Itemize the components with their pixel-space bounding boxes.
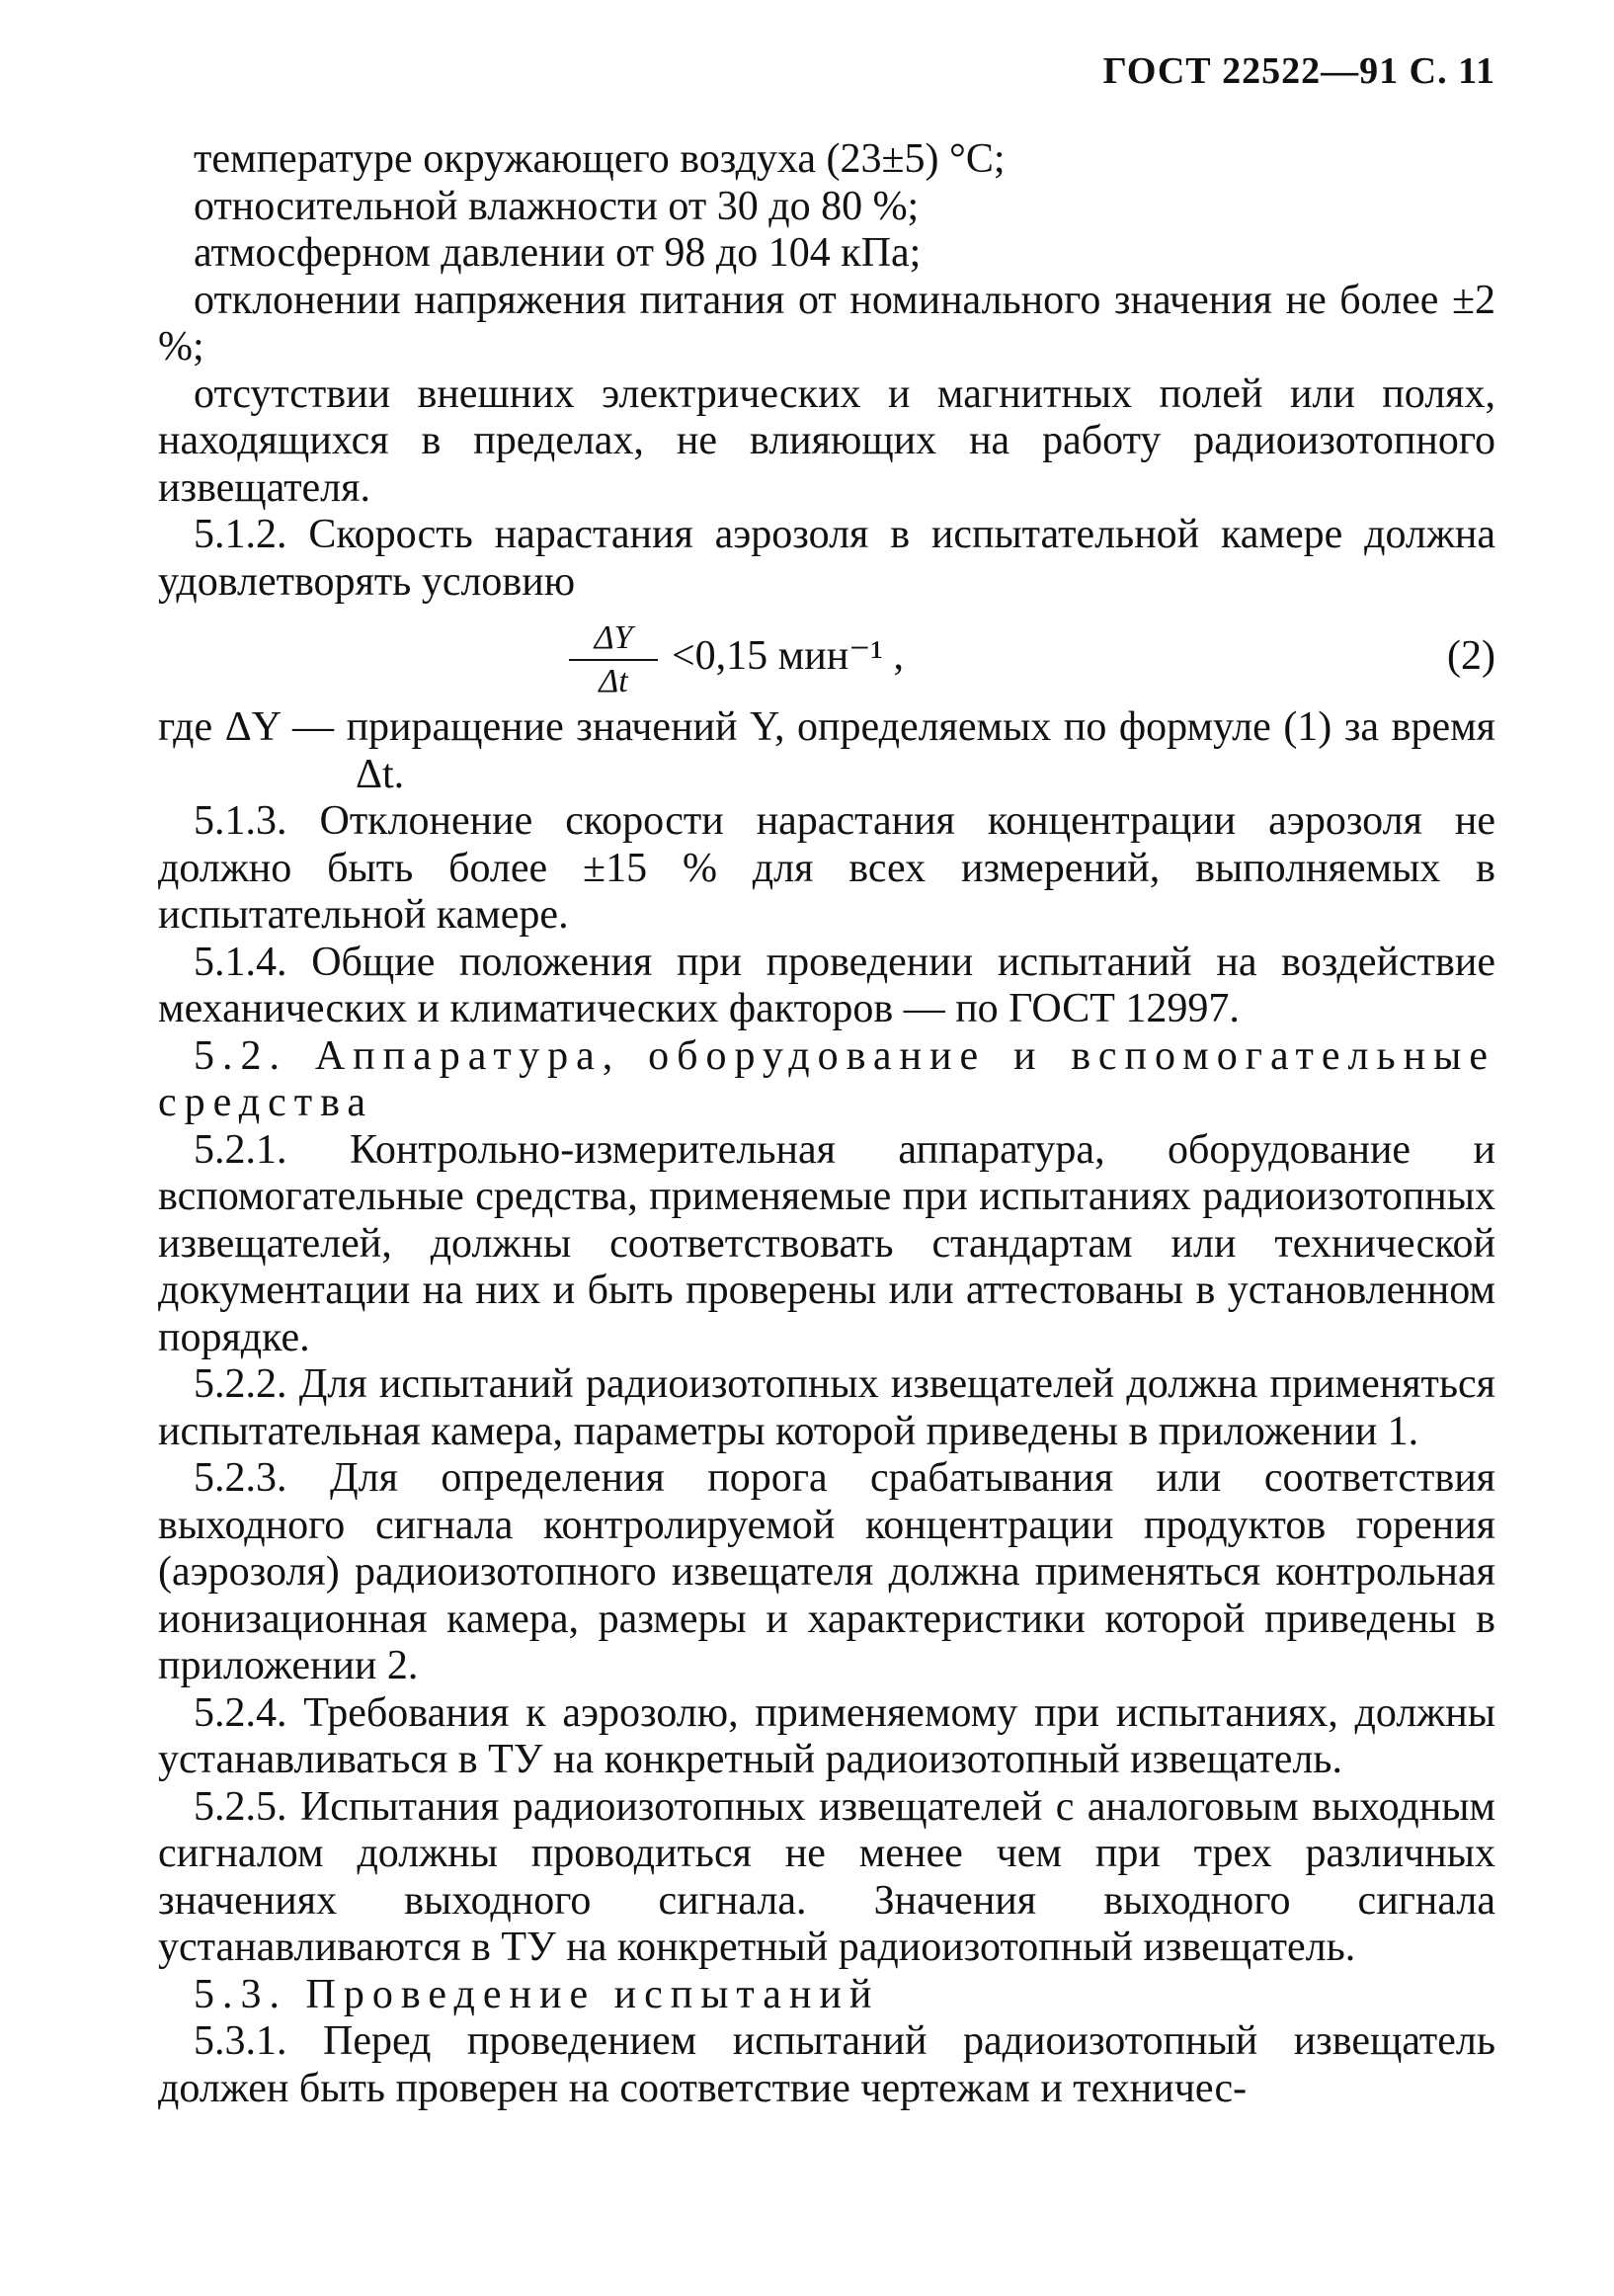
document-body — [158, 136, 1495, 2112]
paragraph-5-3-1: 5.3.1. Перед проведением испытаний радиоизотопный извещатель должен быть проверен на соответствие чертежам и техничес- — [158, 2018, 1495, 2111]
formula-2 — [158, 612, 1495, 704]
paragraph-5-2-2: 5.2.2. Для испытаний радиоизотопных извещателей должна применяться испытательная камера, параметры которой приведены в приложении 1. — [158, 1361, 1495, 1454]
section-heading-5-3: 5.3. Проведение испытаний — [194, 1971, 880, 2017]
paragraph-5-1-4: 5.1.4. Общие положения при проведении испытаний на воздействие механических и климатических факторов — по ГОСТ 12997. — [158, 939, 1495, 1031]
condition-voltage: отклонении напряжения питания от номинального значения не более ±2 %; — [158, 277, 1495, 369]
condition-temperature: температуре окружающего воздуха (23±5) °С; — [194, 136, 1006, 182]
section-heading-5-2: 5.2. Аппаратура, оборудование и вспомогательные средства — [158, 1032, 1495, 1125]
fraction — [569, 619, 658, 700]
fraction-denominator: Δt — [599, 663, 628, 699]
paragraph-5-1-3: 5.1.3. Отклонение скорости нарастания концентрации аэрозоля не должно быть более ±15 % для всех измерений, выполняемых в испытательной камере. — [158, 798, 1495, 938]
page-header: ГОСТ 22522—91 С. 11 — [1102, 50, 1495, 92]
condition-humidity: относительной влажности от 30 до 80 %; — [194, 183, 920, 229]
formula-number: (2) — [1447, 633, 1495, 679]
paragraph-5-2-1: 5.2.1. Контрольно-измерительная аппаратура, оборудование и вспомогательные средства, применяемые при испытаниях радиоизотопных извещателей, должны соответствовать стандартам или технической документации на них и быть проверены или аттестованы в установленном порядке. — [158, 1126, 1495, 1360]
paragraph-5-1-2: 5.1.2. Скорость нарастания аэрозоля в испытательной камере должна удовлетворять условию — [158, 512, 1495, 605]
formula-inequality: <0,15 мин⁻¹ , — [672, 633, 904, 679]
formula-explanation: где ΔY — приращение значений Y, определяемых по формуле (1) за время Δt. — [158, 704, 1495, 797]
condition-fields: отсутствии внешних электрических и магнитных полей или полях, находящихся в пределах, не влияющих на работу радиоизотопного извещателя. — [158, 370, 1495, 511]
condition-pressure: атмосферном давлении от 98 до 104 кПа; — [194, 230, 922, 276]
fraction-numerator: ΔY — [569, 619, 658, 661]
paragraph-5-2-4: 5.2.4. Требования к аэрозолю, применяемому при испытаниях, должны устанавливаться в ТУ на конкретный радиоизотопный извещатель. — [158, 1689, 1495, 1782]
paragraph-5-2-5: 5.2.5. Испытания радиоизотопных извещателей с аналоговым выходным сигналом должны проводиться не менее чем при трех различных значениях выходного сигнала. Значения выходного сигнала устанавливаются в ТУ на конкретный радиоизотопный извещатель. — [158, 1783, 1495, 1970]
paragraph-5-2-3: 5.2.3. Для определения порога срабатывания или соответствия выходного сигнала контролируемой концентрации продуктов горения (аэрозоля) радиоизотопного извещателя должна применяться контрольная ионизационная камера, размеры и характеристики которой приведены в приложении 2. — [158, 1455, 1495, 1688]
